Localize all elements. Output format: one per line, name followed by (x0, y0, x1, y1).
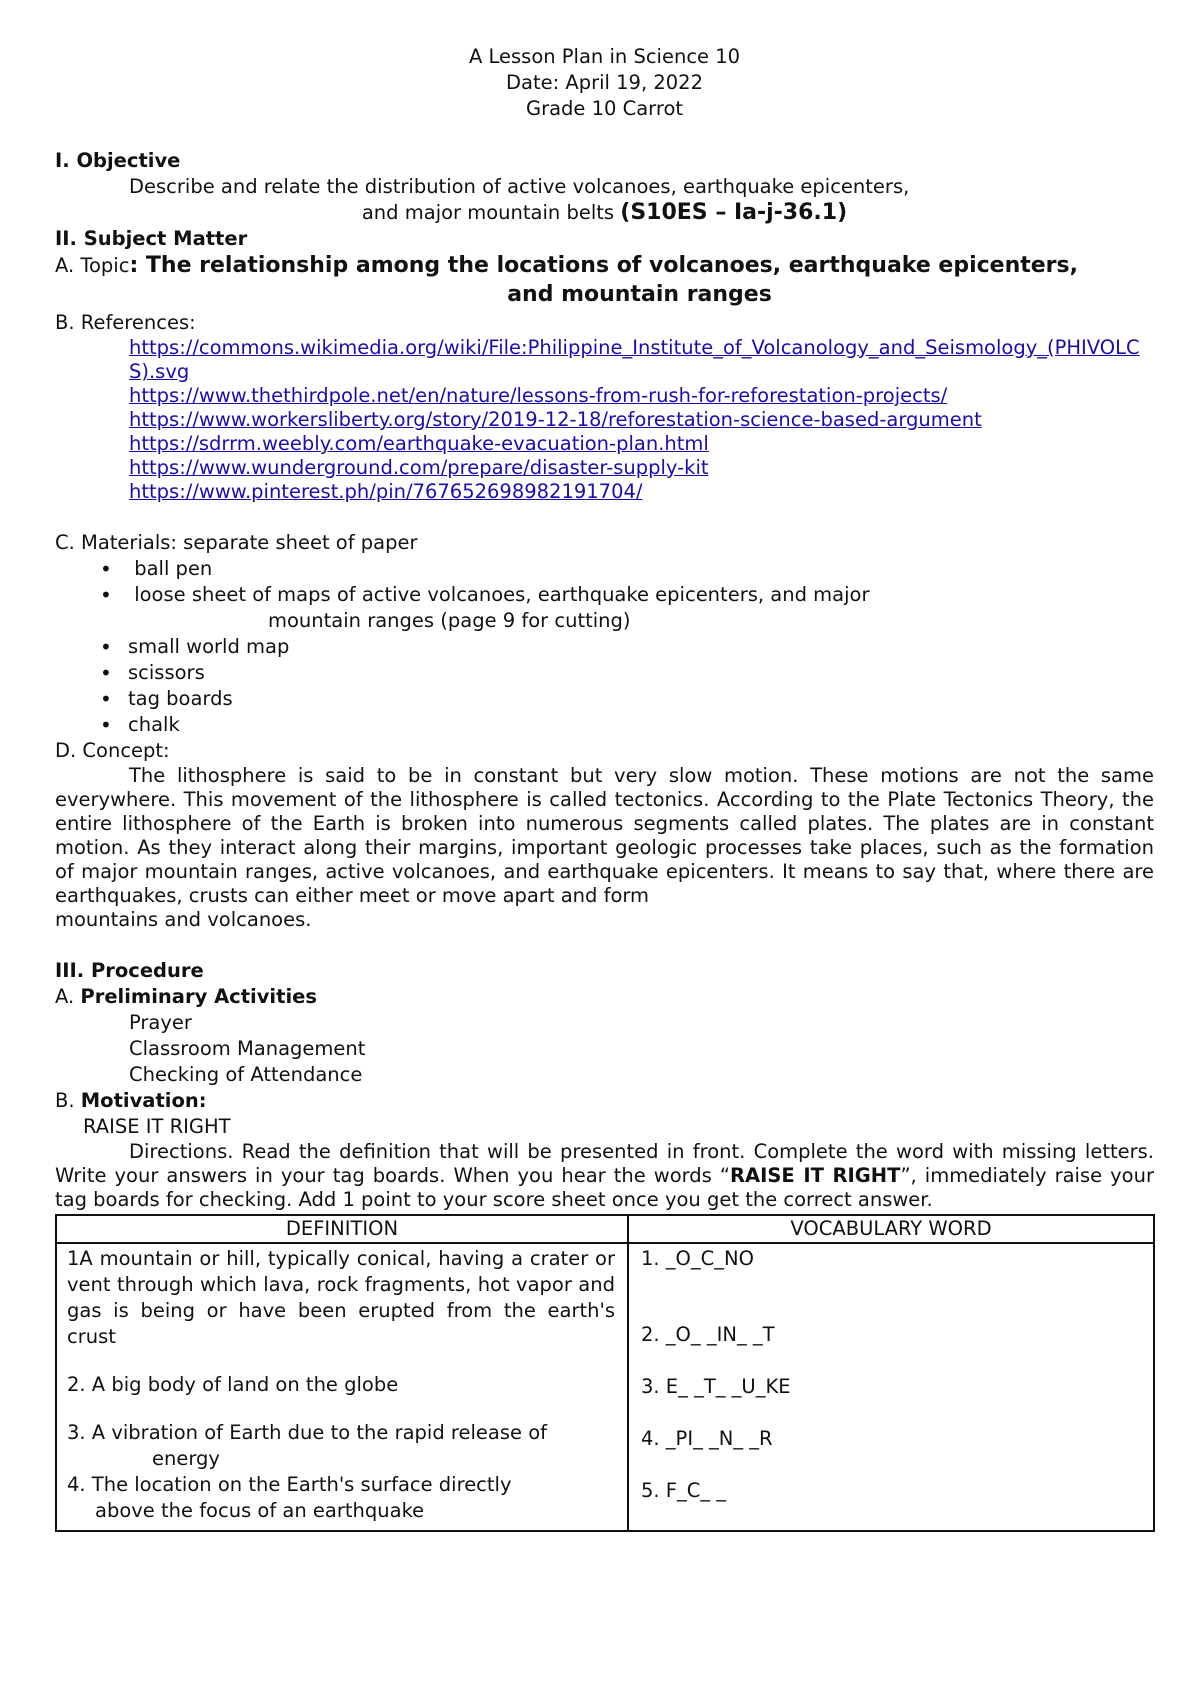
table-header-row (56, 1215, 1154, 1243)
table-row (56, 1243, 1154, 1531)
topic-label: A. Topic (55, 254, 130, 277)
subject-matter-heading: II. Subject Matter (55, 227, 248, 250)
topic (55, 252, 1154, 280)
reference-link[interactable]: https://www.wunderground.com/prepare/disaster-supply-kit (129, 456, 709, 479)
definition-item: 2. A big body of land on the globe (67, 1373, 399, 1396)
list-item: • loose sheet of maps of active volcanoes, earthquake epicenters, and major mountain ranges (page 9 for cutting) (100, 582, 1154, 634)
topic-text-continued: and mountain ranges (507, 282, 772, 307)
game-title: RAISE IT RIGHT (83, 1115, 231, 1138)
reference-link[interactable]: https://www.pinterest.ph/pin/767652698982191704/ (129, 480, 643, 503)
list-item: Prayer (129, 1011, 192, 1034)
words-cell (628, 1243, 1154, 1531)
vocabulary-word: 4. _PI_ _N_ _R (641, 1427, 773, 1450)
vocabulary-word: 1. _O_C_NO (641, 1247, 754, 1270)
concept-label: D. Concept: (55, 739, 170, 762)
document-title: A Lesson Plan in Science 10 (468, 45, 741, 68)
objective-line-2-text: and major mountain belts (361, 201, 621, 224)
list-item: Classroom Management (129, 1037, 366, 1060)
list-item: • ball pen (100, 556, 1154, 582)
vocabulary-word-header: VOCABULARY WORD (628, 1215, 1154, 1243)
materials-label: C. Materials: separate sheet of paper (55, 531, 418, 554)
preliminary-list (55, 1010, 1154, 1088)
list-item: Checking of Attendance (129, 1063, 363, 1086)
preliminary-activities: A. Preliminary Activities (55, 985, 317, 1008)
objective-heading: I. Objective (55, 149, 181, 172)
topic-text: : The relationship among the locations of volcanoes, earthquake epicenters, (129, 253, 1078, 278)
objective-line-1: Describe and relate the distribution of active volcanoes, earthquake epicenters, (129, 175, 910, 198)
vocabulary-word: 3. E_ _T_ _U_KE (641, 1375, 791, 1398)
vocabulary-table (55, 1214, 1155, 1532)
reference-link[interactable]: https://www.thethirdpole.net/en/nature/lessons-from-rush-for-reforestation-projects/ (129, 384, 948, 407)
definition-item: 1A mountain or hill, typically conical, having a crater or vent through which lava, rock fragments, hot vapor and gas is being or have been erupted from the earth's crust (67, 1247, 615, 1348)
list-item: • small world map (100, 634, 1154, 660)
definition-header: DEFINITION (56, 1215, 628, 1243)
definition-item: 4. The location on the Earth's surface directly above the focus of an earthquake (67, 1473, 512, 1522)
references-label: B. References: (55, 311, 196, 334)
procedure-heading: III. Procedure (55, 959, 204, 982)
definitions-cell (56, 1243, 628, 1531)
list-item: • scissors (100, 660, 1154, 686)
materials-list (55, 556, 1154, 738)
document-header (55, 44, 1154, 122)
competency-code: (S10ES – Ia-j-36.1) (620, 200, 848, 225)
materials-continued: mountain ranges (page 9 for cutting) (268, 609, 631, 632)
vocabulary-word: 5. F_C_ _ (641, 1479, 727, 1502)
directions-paragraph: Directions. Read the definition that will be presented in front. Complete the word with missing letters. Write your answers in your tag boards. When you hear the words “RAISE IT RIGHT”, immediately raise your tag boards for checking. Add 1 point to your score sheet once you get the correct answer. (55, 1140, 1154, 1211)
reference-link[interactable]: https://www.workersliberty.org/story/2019-12-18/reforestation-science-based-argument (129, 408, 982, 431)
list-item: • tag boards (100, 686, 1154, 712)
list-item: • chalk (100, 712, 1154, 738)
definition-item: 3. A vibration of Earth due to the rapid release of energy (67, 1421, 548, 1470)
document-date: Date: April 19, 2022 (506, 71, 703, 94)
concept-paragraph: The lithosphere is said to be in constant but very slow motion. These motions are not the same everywhere. This movement of the lithosphere is called tectonics. According to the Plate Tectonics Theory, the entire lithosphere of the Earth is broken into numerous segments called plates. The plates are in constant motion. As they interact along their margins, important geologic processes take places, such as the formation of major mountain ranges, active volcanoes, and earthquake epicenters. It means to say that, where there are earthquakes, crusts can either meet or move apart and form (55, 764, 1154, 907)
references-list (55, 336, 1154, 504)
vocabulary-word: 2. _O_ _IN_ _T (641, 1323, 775, 1346)
reference-link[interactable]: https://commons.wikimedia.org/wiki/File:Philippine_Institute_of_Volcanology_and_Seismology_(PHIVOLCS).svg (129, 336, 1140, 383)
objective-line-2 (55, 200, 1154, 226)
concept-last-line: mountains and volcanoes. (55, 908, 312, 931)
motivation-heading: B. Motivation: (55, 1089, 207, 1112)
reference-link[interactable]: https://sdrrm.weebly.com/earthquake-evacuation-plan.html (129, 432, 709, 455)
document-grade: Grade 10 Carrot (525, 97, 684, 120)
